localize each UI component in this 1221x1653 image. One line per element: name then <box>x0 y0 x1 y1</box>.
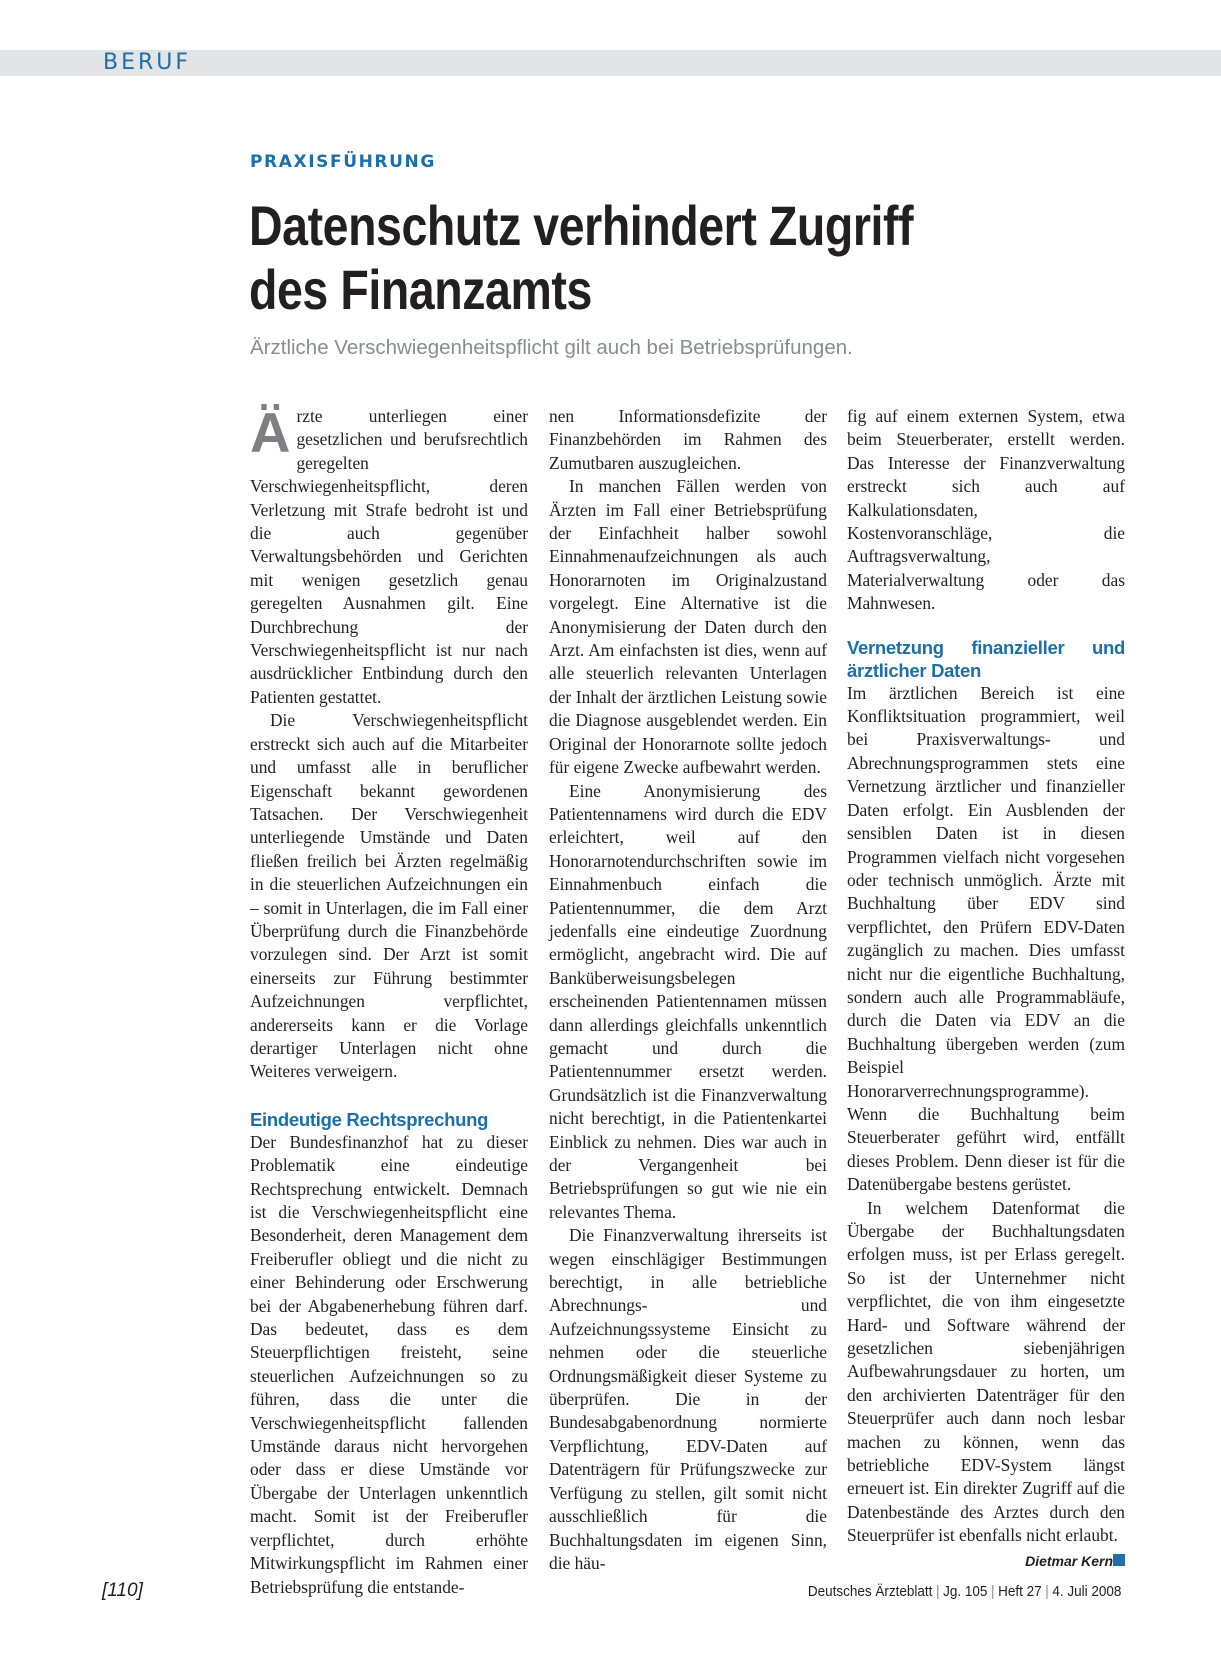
article-title <box>249 194 1021 322</box>
paragraph <box>847 1197 1125 1548</box>
divider: | <box>990 1583 995 1600</box>
paragraph: Im ärztlichen Bereich ist eine Konfliktsituation programmiert, weil bei Praxisverwaltungs- und Abrechnungsprogrammen stets eine Vernetzung ärztlicher und finanzieller Daten erfolgt. Ein Ausblenden der sensiblen Daten ist in diesen Programmen vielfach nicht vorgesehen oder technisch unmöglich. Ärzte mit Buchhaltung über EDV sind verpflichtet, den Prüfern EDV-Daten zugänglich zu machen. Dies umfasst nicht nur die eigentliche Buchhaltung, sondern auch alle Programmabläufe, durch die Daten via EDV an die Buchhaltung übergeben werden (zum Beispiel Honorarverrechnungsprogramme). Wenn die Buchhaltung beim Steuerberater geführt wird, entfällt dieses Problem. Denn dieser ist für die Datenübergabe bestens gerüstet. <box>847 682 1125 1195</box>
article-kicker: PRAXISFÜHRUNG <box>250 152 436 172</box>
footer-citation <box>807 1583 1121 1600</box>
volume: Jg. 105 <box>942 1583 987 1600</box>
paragraph: Die Verschwiegenheitspflicht erstreckt sich auch auf die Mitarbeiter und umfasst alle in beruflicher Eigenschaft bekannt gewordenen Tatsachen. Der Verschwiegenheit unterliegende Umstände und Daten fließen freilich bei Ärzten regelmäßig in die steuerlichen Aufzeichnungen ein – somit in Unterlagen, die im Fall einer Überprüfung durch die Finanzbehörde vorzulegen sind. Der Arzt ist somit einerseits zur Führung bestimmter Aufzeichnungen verpflichtet, andererseits kann er die Vorlage derartiger Unterlagen nicht ohne Weiteres verweigern. <box>250 710 528 1082</box>
subheading: Eindeutige Rechtsprechung <box>250 1108 489 1130</box>
paragraph: Der Bundesfinanzhof hat zu dieser Problematik eine eindeutige Rechtsprechung entwickelt. Demnach ist die Verschwiegenheitspflicht eine Besonderheit, deren Management dem Freiberufler obliegt und die nicht zu einer Behinderung oder Erschwerung bei der Abgabenerhebung führen darf. Das bedeutet, dass es dem Steuerpflichtigen freisteht, seine steuerlichen Aufzeichnungen so zu führen, dass die unter die Verschwiegenheitspflicht fallenden Umstände daraus nicht hervorgehen oder dass er diese Umstände vor Übergabe der Unterlagen unkenntlich macht. Somit ist der Freiberufler verpflichtet, durch erhöhte Mitwirkungspflicht im Rahmen einer Betriebsprüfung die entstande- <box>250 1131 528 1597</box>
spacer <box>250 1084 528 1108</box>
subheading: Vernetzung finanzieller und ärztlicher Daten <box>847 636 1125 681</box>
text-column-2 <box>549 405 827 1575</box>
journal-name: Deutsches Ärzteblatt <box>807 1583 932 1600</box>
section-label: BERUF <box>103 50 192 75</box>
paragraph: In manchen Fällen werden von Ärzten im Fall einer Betriebsprüfung der Einfachheit halber sowohl Einnahmenaufzeichnungen als auch Honorarnoten im Originalzustand vorgelegt. Eine Alternative ist die Anonymisierung der Daten durch den Arzt. Am einfachsten ist dies, wenn auf alle steuerlich relevanten Unterlagen der Inhalt der ärztlichen Leistung sowie die Diagnose ausgeblendet werden. Ein Original der Honorarnote sollte jedoch für eigene Zwecke aufbewahrt werden. <box>549 476 827 778</box>
divider: | <box>1044 1583 1049 1600</box>
drop-cap: Ä <box>250 401 291 464</box>
paragraph: nen Informationsdefizite der Finanzbehörden im Rahmen des Zumutbaren auszugleichen. <box>549 406 827 473</box>
paragraph: fig auf einem externen System, etwa beim Steuerberater, erstellt werden. Das Interesse der Finanzverwaltung erstreckt sich auch auf Kalkulationsdaten, Kostenvoranschläge, die Auftragsverwaltung, Materialverwaltung oder das Mahnwesen. <box>847 406 1125 614</box>
title-line-1: Datenschutz verhindert Zugriff <box>249 194 914 257</box>
paragraph: Die Finanzverwaltung ihrerseits ist wegen einschlägiger Bestimmungen berechtigt, in alle betriebliche Abrechnungs- und Aufzeichnungssysteme Einsicht zu nehmen oder die steuerliche Ordnungsmäßigkeit dieser Systeme zu überprüfen. Die in der Bundesabgabenordnung normierte Verpflichtung, EDV-Daten auf Datenträgern für Prüfungszwecke zur Verfügung zu stellen, gilt somit nicht ausschließlich für die Buchhaltungsdaten im eigenen Sinn, die häu- <box>549 1225 827 1573</box>
end-mark-icon <box>1113 1554 1125 1566</box>
issue-date: 4. Juli 2008 <box>1051 1583 1121 1600</box>
article-subtitle: Ärztliche Verschwiegenheitspflicht gilt auch bei Betriebsprüfungen. <box>250 336 853 359</box>
divider: | <box>935 1583 940 1600</box>
text-column-1 <box>250 401 528 1599</box>
paragraph <box>250 401 528 709</box>
issue: Heft 27 <box>997 1583 1042 1600</box>
paragraph-text: rzte unterliegen einer gesetzlichen und berufsrechtlich geregelten Verschwiegenheitspflicht, deren Verletzung mit Strafe bedroht ist und die auch gegenüber Verwaltungsbehörden und Gerichten mit wenigen gesetzlich genau geregelten Ausnahmen gilt. Eine Durchbrechung der Verschwiegenheitspflicht ist nur nach ausdrücklicher Entbindung durch den Patienten gestattet. <box>250 406 528 707</box>
paragraph-text: In welchem Datenformat die Übergabe der Buchhaltungsdaten erfolgen muss, ist per Erlass geregelt. So ist der Unternehmer nicht verpflichtet, die von ihm eingesetzte Hard- und Software während der gesetzlichen siebenjährigen Aufbewahrungsdauer zu horten, um den archivierten Datenträger für den Steuerprüfer auch dann noch lesbar machen zu können, wenn das betriebliche EDV-System längst erneuert ist. Ein direkter Zugriff auf die Datenbestände des Arztes durch den Steuerprüfer ist ebenfalls nicht erlaubt. <box>847 1197 1125 1546</box>
title-line-2: des Finanzamts <box>249 258 592 321</box>
author-name: Dietmar Kern <box>1025 1552 1113 1569</box>
page-number: [110] <box>102 1580 143 1601</box>
text-column-3 <box>847 405 1125 1573</box>
spacer <box>847 616 1125 636</box>
paragraph: Eine Anonymisierung des Patientennamens wird durch die EDV erleichtert, weil auf den Honorarnotendurchschriften sowie im Einnahmenbuch einfach die Patientennummer, die dem Arzt jedenfalls eine eindeutige Zuordnung ermöglicht, angebracht wird. Die auf Banküberweisungsbelegen erscheinenden Patientennamen müssen dann allerdings gleichfalls unkenntlich gemacht und durch die Patientennummer ersetzt werden. Grundsätzlich ist die Finanzverwaltung nicht berechtigt, in die Patientenkartei Einblick zu nehmen. Dies war auch in der Vergangenheit bei Betriebsprüfungen so gut wie nie ein relevantes Thema. <box>549 780 827 1222</box>
